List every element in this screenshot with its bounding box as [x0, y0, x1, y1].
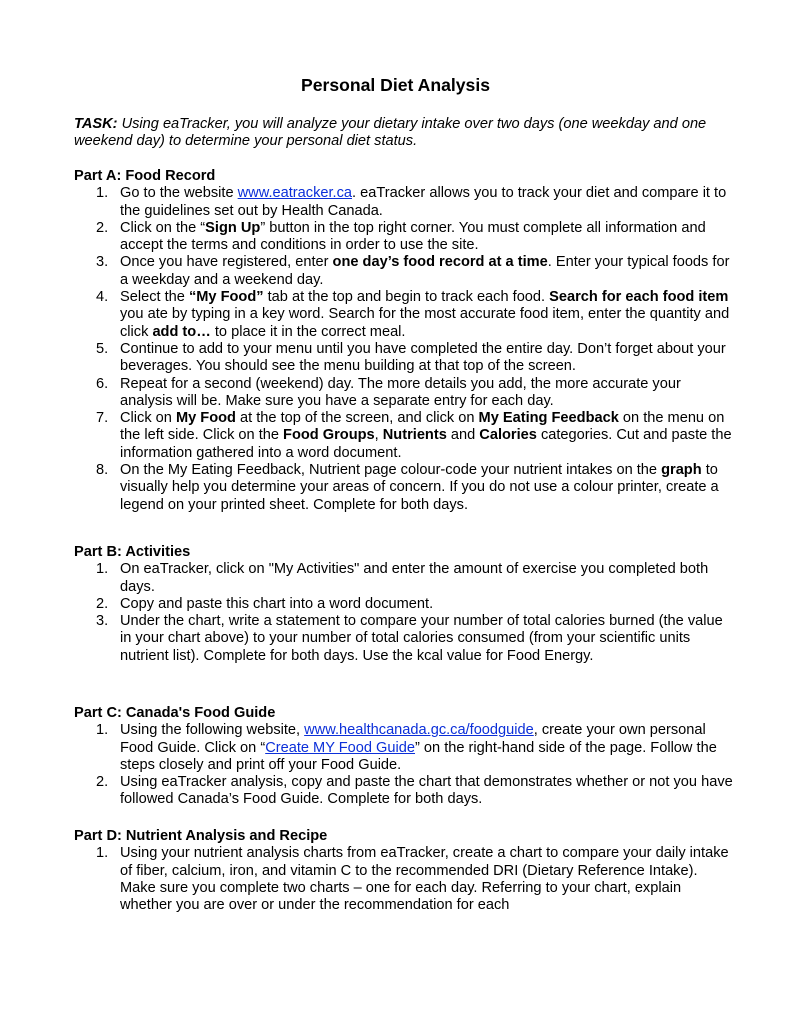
- instruction-list: [74, 722, 734, 808]
- text-run: Click on the “: [120, 219, 206, 236]
- hyperlink[interactable]: www.eatracker.ca: [237, 185, 353, 202]
- bold-text: Search for each food item: [549, 289, 729, 306]
- list-item-text: [120, 722, 717, 773]
- text-run: at the top of the screen, and click on: [235, 410, 479, 427]
- list-item-text: [120, 561, 708, 594]
- bold-text: Food Groups: [283, 427, 375, 444]
- instruction-list: [74, 561, 734, 665]
- bold-text: My Food: [175, 410, 236, 427]
- text-run: Under the chart, write a statement to compare your number of total calories burned (the value in your chart above) to your number of total calories consumed (from your scientific units nutrient list). Complete for both days. Use the kcal value for Food Energy.: [120, 613, 723, 664]
- text-run: tab at the top and begin to track each food.: [263, 289, 550, 306]
- list-item-text: [120, 774, 733, 807]
- list-item-text: [120, 845, 729, 913]
- text-run: Select the: [120, 289, 189, 306]
- part-d-section: [74, 828, 734, 914]
- text-run: Go to the website: [120, 185, 238, 202]
- bold-text: My Eating Feedback: [478, 410, 619, 427]
- text-run: Using your nutrient analysis charts from eaTracker, create a chart to compare your daily intake of fiber, calcium, iron, and vitamin C to the recommended DRI (Dietary Reference Intake). Make sure you complete two charts – one for each day. Referring to your chart, explain whether you are over or under the recommendation for each: [120, 845, 729, 914]
- list-item-text: [120, 289, 729, 340]
- hyperlink[interactable]: Create MY Food Guide: [265, 739, 416, 756]
- part-b-section: [74, 544, 734, 665]
- section-heading: Part B: Activities: [74, 544, 191, 560]
- list-item: 8. On the My Eating Feedback, Nutrient page colour-code your nutrient intakes on the graph to visually help you determine your areas of concern. If you do not use a colour printer, create a legend on your printed sheet. Complete for both days.: [96, 462, 719, 513]
- list-item: 3. Under the chart, write a statement to compare your number of total calories burned (the value in your chart above) to your number of total calories consumed (from your scientific units nutrient list). Complete for both days. Use the kcal value for Food Energy.: [96, 613, 723, 664]
- text-run: Continue to add to your menu until you have completed the entire day. Don’t forget about your beverages. You should see the menu building at that top of the screen.: [120, 340, 726, 375]
- text-run: to visually help you determine your areas of concern. If you do not use a colour printer, create a legend on your printed sheet. Complete for both days.: [120, 462, 719, 513]
- text-run: . Enter your typical foods for a weekday and a weekend day.: [120, 254, 730, 288]
- text-run: and: [446, 427, 480, 444]
- instruction-list: [74, 185, 734, 514]
- list-item-text: [120, 254, 729, 287]
- text-run: Once you have registered, enter: [120, 254, 333, 271]
- task-text: Using eaTracker, you will analyze your dietary intake over two days (one weekday and one weekend day) to determine your personal diet status.: [74, 116, 707, 150]
- list-item-text: [120, 341, 726, 374]
- section-heading: Part A: Food Record: [74, 168, 216, 184]
- list-item: 3. Once you have registered, enter one day’s food record at a time. Enter your typical foods for a weekday and a weekend day.: [96, 254, 730, 288]
- text-run: Repeat for a second (weekend) day. The more details you add, the more accurate your analysis will be. Make sure you have a separate entry for each day.: [120, 375, 681, 409]
- part-a-section: [74, 168, 734, 514]
- list-item-text: [120, 185, 726, 218]
- list-item: 1. On eaTracker, click on "My Activities" and enter the amount of exercise you completed both days.: [96, 561, 709, 595]
- list-item: 2. Copy and paste this chart into a word document.: [96, 595, 434, 612]
- text-run: ” button in the top right corner. You must complete all information and accept the terms and conditions in order to use the site.: [120, 219, 706, 254]
- text-run: categories. Cut and paste the information gathered into a word document.: [120, 427, 732, 461]
- text-run: ,: [374, 427, 383, 444]
- bold-text: add to…: [152, 323, 211, 340]
- bold-text: “My Food”: [188, 289, 264, 306]
- list-item-text: [120, 596, 433, 612]
- text-run: On eaTracker, click on "My Activities" and enter the amount of exercise you completed both days.: [120, 561, 709, 595]
- list-item: 2. Using eaTracker analysis, copy and paste the chart that demonstrates whether or not you have followed Canada’s Food Guide. Complete for both days.: [96, 774, 733, 808]
- list-item: 6. Repeat for a second (weekend) day. The more details you add, the more accurate your analysis will be. Make sure you have a separate entry for each day.: [96, 375, 681, 409]
- text-run: Using the following website,: [120, 722, 305, 739]
- list-item: 1. Using your nutrient analysis charts from eaTracker, create a chart to compare your daily intake of fiber, calcium, iron, and vitamin C to the recommended DRI (Dietary Reference Intake). Make sure you complete two charts – one for each day. Referring to your chart, explain whether you are over or under the recommendation for each: [96, 845, 729, 914]
- list-item: 7. Click on My Food at the top of the screen, and click on My Eating Feedback on the menu on the left side. Click on the Food Groups, Nutrients and Calories categories. Cut and paste the information gathered into a word document.: [96, 410, 732, 461]
- list-item: 2. Click on the “Sign Up” button in the top right corner. You must complete all information and accept the terms and conditions in order to use the site.: [96, 219, 706, 254]
- task-statement: [74, 116, 724, 151]
- section-heading: Part C: Canada's Food Guide: [74, 705, 276, 721]
- part-c-section: [74, 705, 734, 809]
- bold-text: one day’s food record at a time: [332, 254, 548, 271]
- task-label: TASK:: [74, 116, 118, 132]
- hyperlink[interactable]: www.healthcanada.gc.ca/foodguide: [304, 722, 534, 739]
- bold-text: graph: [661, 462, 702, 479]
- list-item: 1. Using the following website, www.healthcanada.gc.ca/foodguide, create your own personal Food Guide. Click on “Create MY Food Guide” on the right-hand side of the page. Follow the steps closely and print off your Food Guide.: [96, 722, 717, 773]
- list-item-text: [120, 220, 706, 253]
- instruction-list: [74, 845, 734, 914]
- bold-text: Calories: [479, 427, 537, 444]
- text-run: you ate by typing in a key word. Search for the most accurate food item, enter the quantity and click: [120, 306, 730, 340]
- bold-text: Sign Up: [205, 219, 261, 236]
- text-run: Click on: [120, 410, 176, 427]
- list-item-text: [120, 376, 681, 409]
- section-heading: Part D: Nutrient Analysis and Recipe: [74, 828, 328, 844]
- list-item-text: [120, 410, 732, 461]
- list-item: 1. Go to the website www.eatracker.ca. eaTracker allows you to track your diet and compare it to the guidelines set out by Health Canada.: [96, 185, 727, 219]
- list-item-text: [120, 613, 723, 664]
- bold-text: Nutrients: [382, 427, 447, 444]
- list-item: 5. Continue to add to your menu until you have completed the entire day. Don’t forget about your beverages. You should see the menu building at that top of the screen.: [96, 340, 726, 375]
- text-run: Copy and paste this chart into a word document.: [120, 595, 434, 612]
- text-run: Using eaTracker analysis, copy and paste the chart that demonstrates whether or not you have followed Canada’s Food Guide. Complete for both days.: [120, 774, 733, 808]
- text-run: on the menu on the left side. Click on the: [120, 410, 725, 444]
- text-run: . eaTracker allows you to track your diet and compare it to the guidelines set out by Health Canada.: [120, 185, 727, 219]
- text-run: On the My Eating Feedback, Nutrient page colour-code your nutrient intakes on the: [120, 462, 662, 479]
- text-run: to place it in the correct meal.: [210, 323, 406, 340]
- page-title: Personal Diet Analysis: [300, 75, 491, 95]
- text-run: , create your own personal Food Guide. Click on “: [120, 722, 706, 756]
- text-run: ” on the right-hand side of the page. Follow the steps closely and print off your Food Guide.: [120, 739, 717, 773]
- list-item-text: [120, 462, 719, 513]
- list-item: 4. Select the “My Food” tab at the top and begin to track each food. Search for each food item you ate by typing in a key word. Search for the most accurate food item, enter the quantity and click add to… to place it in the correct meal.: [96, 289, 730, 340]
